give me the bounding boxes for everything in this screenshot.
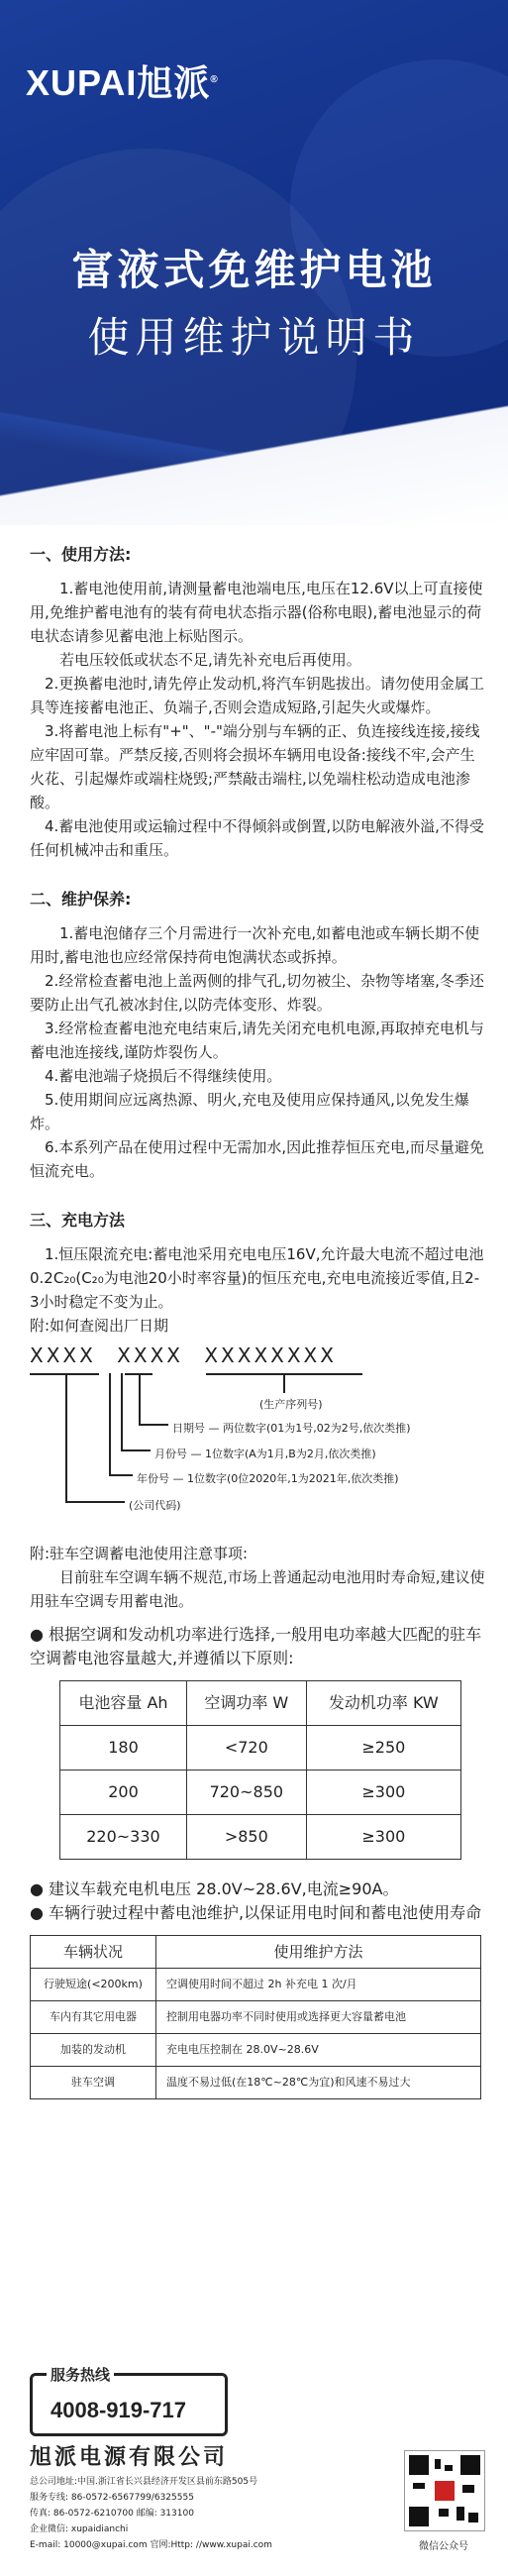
table-row	[31, 1969, 481, 2001]
section-title: 一、使用方法:	[30, 545, 132, 564]
paragraph: 附:驻车空调蓄电池使用注意事项:	[30, 1545, 249, 1562]
table-cell: 220~330	[60, 1815, 187, 1860]
paragraph: 6.本系列产品在使用过程中无需加水,因此推荐恒压充电,而尽量避免恒流充电。	[30, 1138, 484, 1180]
label-day: 日期号 — 两位数字(01为1号,02为2号,依次类推)	[172, 1422, 411, 1435]
code-groups	[30, 1343, 349, 1367]
bullet-item: ● 车辆行驶过程中蓄电池维护,以保证用电时间和蓄电池使用寿命	[30, 1903, 482, 1922]
table-cell: 驻车空调	[31, 2067, 156, 2099]
table-cell: 180	[60, 1726, 187, 1771]
bullet-item: ● 根据空调和发动机功率进行选择,一般用电功率越大匹配的驻车空调蓄电池容量越大,并遵循以下原则:	[30, 1625, 482, 1667]
hotline-number[interactable]: 4008-919-717	[51, 2398, 187, 2422]
label-year: 年份号 — 1位数字(0位2020年,1为2021年,依次类推)	[137, 1472, 399, 1485]
wechat-id: 企业微信: xupaidianchi	[30, 2524, 129, 2534]
address: 总公司地址:中国.浙江省长兴县经济开发区县前东路505号	[30, 2477, 258, 2487]
table-header: 车辆状况	[31, 1936, 156, 1969]
label-month: 月份号 — 1位数字(A为1月,B为2月,依次类推)	[154, 1448, 376, 1460]
table-row	[60, 1815, 461, 1860]
code-group: XXXX	[30, 1343, 96, 1367]
table-cell: 720~850	[186, 1771, 306, 1815]
label-serial: (生产序列号)	[259, 1398, 323, 1411]
hero-banner	[0, 0, 508, 525]
label-company: (公司代码)	[129, 1499, 181, 1512]
bracket-line	[121, 1373, 123, 1450]
manual-body	[30, 543, 485, 2099]
bracket-line	[65, 1373, 67, 1502]
table-header-row	[31, 1936, 481, 1969]
table-row	[60, 1771, 461, 1815]
table-cell: 温度不易过低(在18℃~28℃为宜)和风速不易过大	[156, 2067, 481, 2099]
table-header: 空调功率 W	[186, 1681, 306, 1726]
paragraph: 若电压较低或状态不足,请先补充电后再使用。	[59, 651, 361, 669]
code-group: XXXX	[117, 1343, 183, 1367]
table-row	[60, 1726, 461, 1771]
table-cell: 200	[60, 1771, 187, 1815]
table-cell: 车内有其它用电器	[31, 2001, 156, 2034]
section-title: 二、维护保养:	[30, 890, 132, 909]
service-phone: 服务专线: 86-0572-6567799/6325555	[30, 2493, 194, 2503]
paragraph: 4.蓄电池端子烧损后不得继续使用。	[45, 1067, 282, 1085]
paragraph: 2.更换蓄电池时,请先停止发动机,将汽车钥匙拔出。请勿使用金属工具等连接蓄电池正、负端子,否则会造成短路,引起失火或爆炸。	[30, 675, 484, 716]
paragraph: 附:如何查阅出厂日期	[30, 1317, 169, 1335]
table-header-row	[60, 1681, 461, 1726]
paragraph: 1.蓄电泡储存三个月需进行一次补充电,如蓄电池或车辆长期不使用时,蓄电池也应经常保持荷电饱满状态或拆掉。	[30, 924, 480, 966]
table-header: 发动机功率 KW	[306, 1681, 460, 1726]
paragraph: 1.蓄电池使用前,请测量蓄电池端电压,电压在12.6V以上可直接使用,免维护蓄电池有的装有荷电状态指示器(俗称电眼),蓄电池显示的荷电状态请参见蓄电池上标贴图示。	[30, 580, 483, 645]
qr-label: 微信公众号	[419, 2541, 468, 2552]
table-cell: >850	[186, 1815, 306, 1860]
decor-wave	[0, 396, 508, 525]
hotline-box	[30, 2366, 228, 2436]
section-title: 三、充电方法	[30, 1211, 126, 1230]
table-header: 电池容量 Ah	[60, 1681, 187, 1726]
contact-info	[30, 2474, 272, 2553]
bracket-line	[139, 1424, 168, 1426]
paragraph: 目前驻车空调车辆不规范,市场上普通起动电池用时寿命短,建议使用驻车空调专用蓄电池。	[30, 1568, 485, 1610]
capacity-table	[59, 1680, 461, 1860]
table-cell: 行驶短途(<200km)	[31, 1969, 156, 2001]
table-cell: 加装的发动机	[31, 2034, 156, 2067]
bracket-line	[139, 1373, 141, 1425]
table-cell: 控制用电器功率不同时使用或选择更大容量蓄电池	[156, 2001, 481, 2034]
bullet-item: ● 建议车载充电机电压 28.0V~28.6V,电流≥90A。	[30, 1879, 399, 1898]
maintenance-table	[30, 1935, 481, 2099]
bracket-line	[109, 1373, 111, 1475]
table-cell: 空调使用时间不超过 2h 补充电 1 次/月	[156, 1969, 481, 2001]
company-name: 旭派电源有限公司	[30, 2445, 229, 2470]
table-cell: ≥300	[306, 1815, 460, 1860]
paragraph: 3.经常检查蓄电池充电结束后,请先关闭充电机电源,再取掉充电机与蓄电池连接线,谨防炸裂伤人。	[30, 1020, 484, 1061]
table-row	[31, 2001, 481, 2034]
paragraph: 4.蓄电池使用或运输过程中不得倾斜或倒置,以防电解液外溢,不得受任何机械冲击和重压。	[30, 817, 484, 859]
fax: 传真: 86-0572-6210700 邮编: 313100	[30, 2509, 194, 2519]
hotline-title: 服务热线	[47, 2364, 114, 2385]
paragraph: 1.恒压限流充电:蓄电池采用充电电压16V,允许最大电流不超过电池0.2C₂₀(C₂₀为电池20小时率容量)的恒压充电,充电电流接近零值,且2-3小时稳定不变为止。	[30, 1245, 484, 1311]
table-cell: ≥300	[306, 1771, 460, 1815]
table-row	[31, 2034, 481, 2067]
bracket-line	[109, 1474, 133, 1476]
qr-code-icon[interactable]	[404, 2450, 485, 2531]
page-subtitle: 使用维护说明书	[87, 313, 421, 362]
bracket-line	[65, 1501, 125, 1503]
table-cell: 充电电压控制在 28.0V~28.6V	[156, 2034, 481, 2067]
page-title: 富液式免维护电池	[71, 246, 437, 294]
date-code-diagram	[30, 1343, 485, 1542]
table-cell: ≥250	[306, 1726, 460, 1771]
bracket-line	[30, 1373, 99, 1375]
table-row	[31, 2067, 481, 2099]
table-header: 使用维护方法	[156, 1936, 481, 1969]
bracket-line	[121, 1449, 151, 1451]
paragraph: 2.经常检查蓄电池上盖两侧的排气孔,切勿被尘、杂物等堵塞,冬季还要防止出气孔被冰封住,以防壳体变形、炸裂。	[30, 972, 484, 1014]
code-group: XXXXXXXX	[204, 1343, 337, 1367]
table-cell: <720	[186, 1726, 306, 1771]
bracket-line	[283, 1373, 285, 1393]
email-website[interactable]: E-mail: 10000@xupai.com 官网:Http: //www.xupai.com	[30, 2540, 272, 2550]
paragraph: 5.使用期间应远离热源、明火,充电及使用应保持通风,以免发生爆炸。	[30, 1091, 469, 1132]
paragraph: 3.将蓄电池上标有"+"、"-"端分别与车辆的正、负连接线连接,接线应牢固可靠。严禁反接,否则将会损坏车辆用电设备:接线不牢,会产生火花、引起爆炸或端柱烧毁;严禁敲击端柱,以免端柱松动造成电池渗酸。	[30, 722, 480, 811]
brand-logo: XUPAI旭派®	[26, 62, 219, 103]
